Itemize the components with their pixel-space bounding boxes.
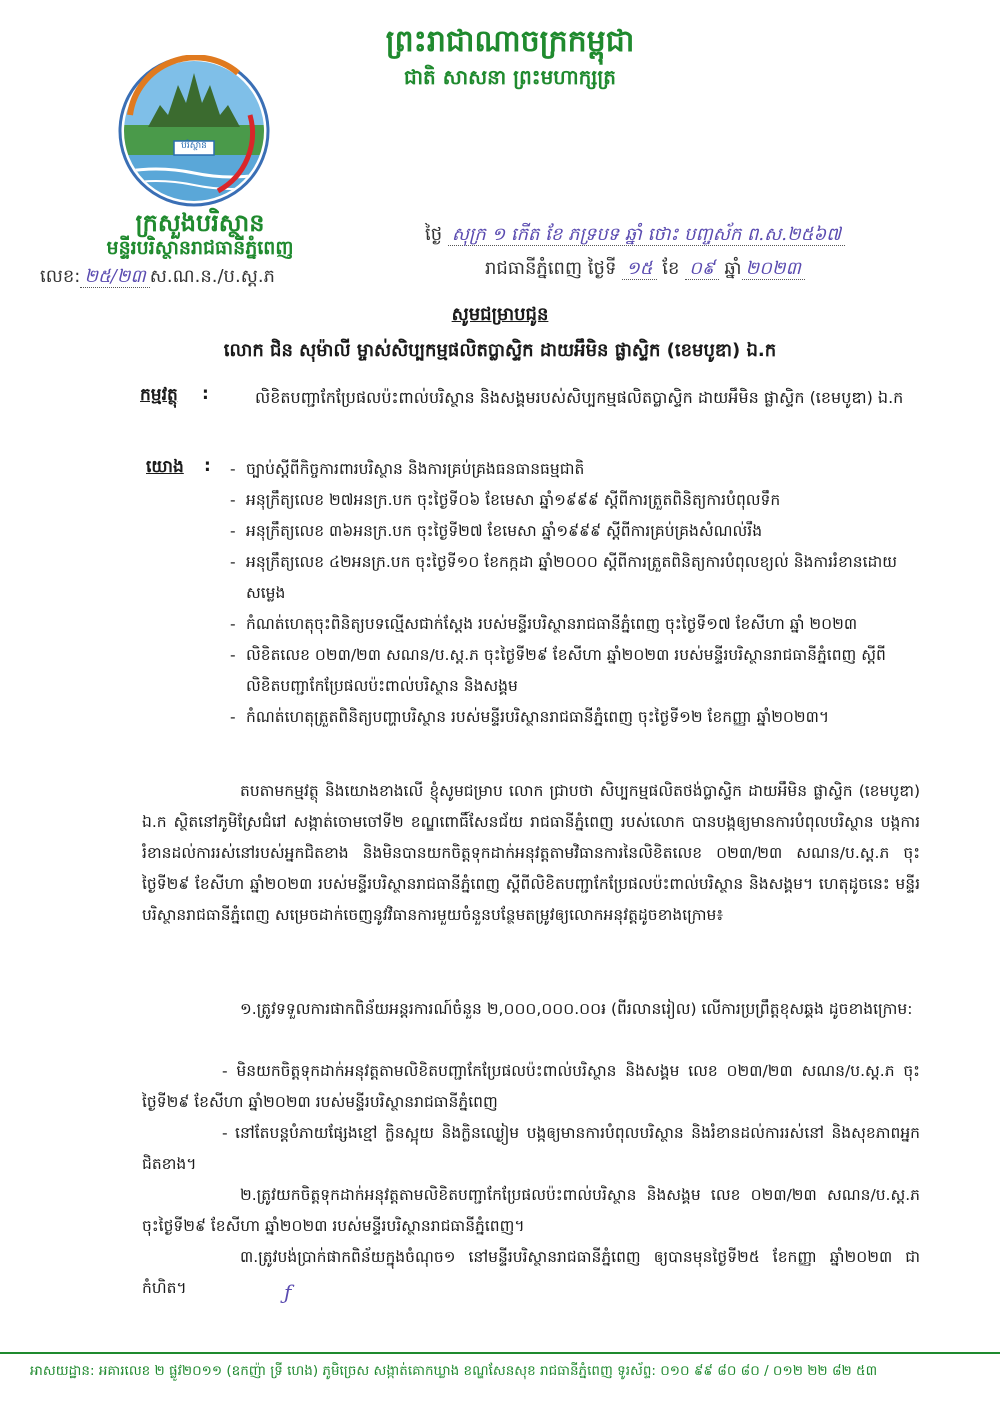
reference-item: - កំណត់ហេតុចុះពិនិត្យបទល្មើសជាក់ស្តែង របស់មន្ទីរបរិស្ថានរាជធានីភ្នំពេញ ចុះថ្ងៃទី១៧ ខែសីហា ឆ្នាំ ២០២៣ xyxy=(230,609,920,640)
date-year-label: ឆ្នាំ xyxy=(724,258,742,279)
handwritten-initial: ƒ xyxy=(284,1280,292,1304)
references-list xyxy=(230,454,920,733)
subject-colon: : xyxy=(202,384,209,404)
reference-item: - កំណត់ហេតុត្រួតពិនិត្យបញ្ហាបរិស្ថាន របស់មន្ទីរបរិស្ថានរាជធានីភ្នំពេញ ចុះថ្ងៃទី១២ ខែកញ្ញា ឆ្នាំ២០២៣។ xyxy=(230,702,920,733)
subject-label: កម្មវត្ថុ xyxy=(140,385,178,405)
ministry-logo xyxy=(118,55,270,207)
footer-divider xyxy=(0,1352,1000,1354)
measure-item-2: ២.ត្រូវយកចិត្តទុកដាក់អនុវត្តតាមលិខិតបញ្ជាកែប្រែផលប៉ះពាល់បរិស្ថាន និងសង្គម លេខ ០២៣/២៣ សណន/ប.ស្ត.ភ ចុះថ្ងៃទី២៩ ខែសីហា ឆ្នាំ២០២៣ របស់មន្ទីរបរិស្ថានរាជធានីភ្នំពេញ។ xyxy=(142,1186,920,1235)
measure-subitem-2: - នៅតែបន្តបំភាយផ្សែងខ្មៅ ក្លិនស្អុយ និងក្លិនឈ្ងៀម បង្កឲ្យមានការបំពុលបរិស្ថាន និងរំខានដល់ការរស់នៅ និងសុខភាពអ្នកជិតខាង។ xyxy=(142,1124,920,1173)
reference-number xyxy=(40,264,275,291)
logo-label: បរិស្ថាន xyxy=(181,141,207,151)
subject-text: លិខិតបញ្ជាកែប្រែផលប៉ះពាល់បរិស្ថាន និងសង្គមរបស់សិប្បកម្មផលិតប្លាស្ទិក ដាយអឹមិន ផ្លាស្ទិក (ខេមបូឌា) ឯ.ក xyxy=(255,388,904,407)
measure-item-1: ១.ត្រូវទទួលការផាកពិន័យអន្តរការណ៍ចំនួន ២,០០០,០០០.០០៛ (ពីរលានរៀល) លើការប្រព្រឹត្តខុសឆ្គង ដូចខាងក្រោម: xyxy=(240,1000,913,1018)
date-prefix: រាជធានីភ្នំពេញ ថ្ងៃទី xyxy=(485,258,617,279)
ministry-name: ក្រសួងបរិស្ថាន xyxy=(135,209,265,237)
references-label: យោង xyxy=(146,457,184,477)
reference-item: - អនុក្រឹត្យលេខ ២៧អនក្រ.បក ចុះថ្ងៃទី០៦ ខែមេសា ឆ្នាំ១៩៩៩ ស្តីពីការត្រួតពិនិត្យការបំពុលទឹក xyxy=(230,485,920,516)
angkor-wat-emblem-icon xyxy=(118,55,270,207)
reference-item: - អនុក្រឹត្យលេខ ៣៦អនក្រ.បក ចុះថ្ងៃទី២៧ ខែមេសា ឆ្នាំ១៩៩៩ ស្តីពីការគ្រប់គ្រងសំណល់រឹង xyxy=(230,516,920,547)
body-paragraph: តបតាមកម្មវត្ថុ និងយោងខាងលើ ខ្ញុំសូមជម្រាប លោក ជ្រាបថា សិប្បកម្មផលិតថង់ប្លាស្ទិក ដាយអឹមិន ផ្លាស្ទិក (ខេមបូឌា) ឯ.ក ស្ថិតនៅភូមិស្រែជំរៅ សង្កាត់ចោមចៅទី២ ខណ្ឌពោធិ៍សែនជ័យ រាជធានីភ្នំពេញ របស់លោក បានបង្កឲ្យមានការបំពុលបរិស្ថាន បង្កការរំខានដល់ការរស់នៅរបស់អ្នកជិតខាង និងមិនបានយកចិត្តទុកដាក់អនុវត្តតាមវិធានការនៃលិខិតលេខ ០២៣/២៣ សណន/ប.ស្ត.ភ ចុះថ្ងៃទី២៩ ខែសីហា ឆ្នាំ២០២៣ របស់មន្ទីរបរិស្ថានរាជធានីភ្នំពេញ ស្តីពីលិខិតបញ្ជាកែប្រែផលប៉ះពាល់បរិស្ថាន និងសង្គម។ ហេតុដូចនេះ មន្ទីរ បរិស្ថានរាជធានីភ្នំពេញ សម្រេចដាក់ចេញនូវវិធានការមួយចំនួនបន្ថែមតម្រូវឲ្យលោកអនុវត្តដូចខាងក្រោម៖ xyxy=(142,782,920,924)
measure-item-3: ៣.ត្រូវបង់ប្រាក់ផាកពិន័យក្នុងចំណុច១ នៅមន្ទីរបរិស្ថានរាជធានីភ្នំពេញ ឲ្យបានមុនថ្ងៃទី២៥ ខែកញ្ញា ឆ្នាំ២០២៣ ជាកំហិត។ xyxy=(142,1248,920,1297)
department-name: មន្ទីរបរិស្ថានរាជធានីភ្នំពេញ xyxy=(106,237,294,259)
references-colon: : xyxy=(204,456,211,476)
lunar-prefix: ថ្ងៃ xyxy=(425,224,443,245)
notice-title: សូមជម្រាបជូន xyxy=(451,304,549,325)
recipient: លោក ជិន សុម៉ាលី ម្ចាស់សិប្បកម្មផលិតប្លាស្ទិក ដាយអឹមិន ផ្លាស្ទិក (ខេមបូឌា) ឯ.ក xyxy=(223,340,777,361)
kingdom-title: ព្រះរាជាណាចក្រកម្ពុជា xyxy=(385,24,635,59)
kingdom-motto: ជាតិ សាសនា ព្រះមហាក្សត្រ xyxy=(404,65,616,89)
reference-item: - លិខិតលេខ ០២៣/២៣ សណន/ប.ស្ត.ភ ចុះថ្ងៃទី២៩ ខែសីហា ឆ្នាំ២០២៣ របស់មន្ទីរបរិស្ថានរាជធានីភ្នំពេញ ស្តីពីលិខិតបញ្ជាកែប្រែផលប៉ះពាល់បរិស្ថាន និងសង្គម xyxy=(230,640,920,702)
ref-prefix: លេខ: xyxy=(40,266,81,287)
date-month: ០៩ xyxy=(685,258,719,280)
reference-item: - ច្បាប់ស្តីពីកិច្ចការពារបរិស្ថាន និងការគ្រប់គ្រងធនធានធម្មជាតិ xyxy=(230,454,920,485)
solar-date xyxy=(485,256,805,283)
date-month-label: ខែ xyxy=(662,258,680,279)
lunar-date xyxy=(425,222,845,249)
footer-address: អាសយដ្ឋាន: អគារលេខ ២ ផ្លូវ២០១១ (ឧកញ៉ា ទ្រី ហេង) ភូមិច្រេស សង្កាត់គោកឃ្លាង ខណ្ឌសែនសុខ រាជធានីភ្នំពេញ ទូរស័ព្ទ: ០១០ ៩៩ ៨០ ៨០ / ០១២ ២២ ៨២ ៥៣ xyxy=(30,1363,878,1379)
lunar-handwritten: សុក្រ ១ កើត ខែ ភទ្របទ ឆ្នាំ ថោះ បញ្ចស័ក ព.ស.២៥៦៧ xyxy=(448,224,845,246)
measure-subitem-1: - មិនយកចិត្តទុកដាក់អនុវត្តតាមលិខិតបញ្ជាកែប្រែផលប៉ះពាល់បរិស្ថាន និងសង្គម លេខ ០២៣/២៣ សណន/ប.ស្ត.ភ ចុះថ្ងៃទី២៩ ខែសីហា ឆ្នាំ២០២៣ របស់មន្ទីរបរិស្ថានរាជធានីភ្នំពេញ xyxy=(142,1062,920,1111)
date-year: ២០២៣ xyxy=(742,258,805,280)
ref-suffix: ស.ណ.ន./ប.ស្ត.ភ xyxy=(149,266,275,287)
date-day: ១៥ xyxy=(622,258,656,280)
reference-item: - អនុក្រឹត្យលេខ ៤២អនក្រ.បក ចុះថ្ងៃទី១០ ខែកក្កដា ឆ្នាំ២០០០ ស្តីពីការត្រួតពិនិត្យការបំពុលខ្យល់ និងការរំខានដោយសម្លេង xyxy=(230,547,920,609)
ref-handwritten: ២៥/២៣ xyxy=(80,266,149,288)
